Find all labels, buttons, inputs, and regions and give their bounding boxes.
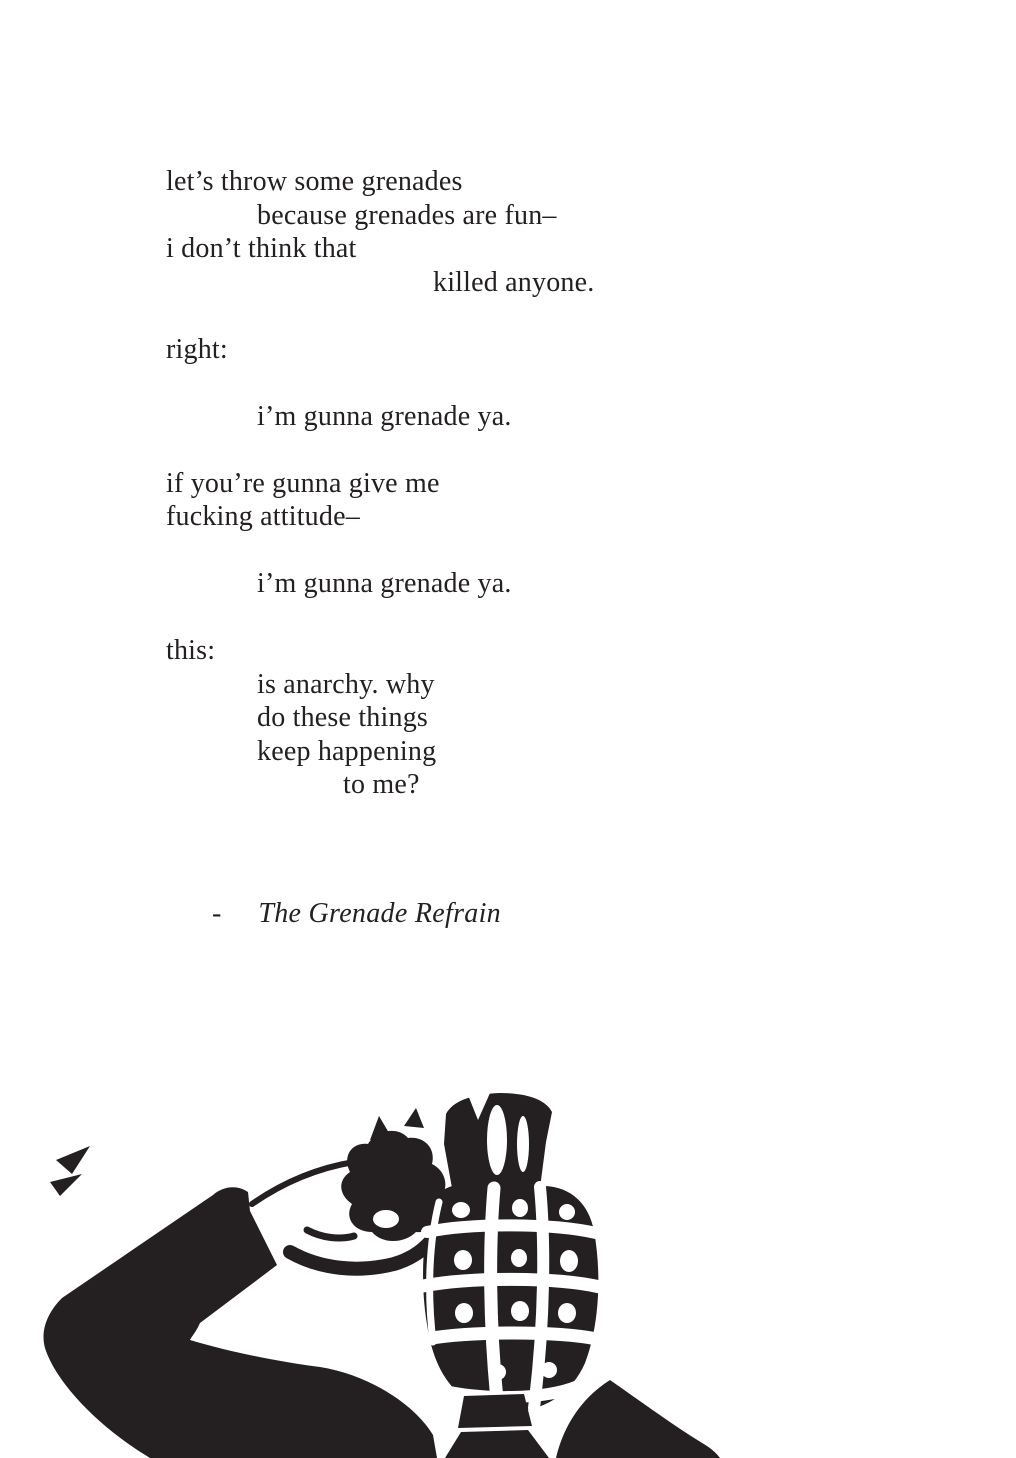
poem-line: killed anyone.	[433, 266, 595, 298]
pin-ring-hole	[373, 1210, 399, 1228]
hand-bottom-contour	[290, 1242, 430, 1269]
poem-line: to me?	[343, 769, 420, 800]
poem-text	[166, 165, 594, 802]
finger-contour	[307, 1230, 354, 1238]
poem-line: right:	[166, 333, 228, 365]
poem-line: this:	[166, 635, 216, 666]
poem-line	[166, 299, 594, 333]
poem-line	[166, 433, 594, 467]
right-shoulder-silhouette	[556, 1380, 720, 1458]
tie-body	[445, 1430, 549, 1458]
poem-line: i’m gunna grenade ya.	[257, 568, 512, 599]
poem-title: The Grenade Refrain	[258, 898, 501, 929]
poem-line: keep happening	[257, 735, 437, 767]
poem-line: i don’t think that	[166, 233, 357, 264]
pin-nub	[370, 1116, 392, 1140]
grenade-man-illustration	[0, 1080, 1016, 1458]
poem-attribution	[166, 897, 501, 931]
tie-knot	[458, 1394, 532, 1428]
poem-line: i’m gunna grenade ya.	[257, 400, 512, 432]
hand-top-contour	[252, 1162, 354, 1204]
poem-line: fucking attitude–	[166, 501, 360, 532]
pin-nub	[404, 1108, 424, 1128]
neck-highlight	[517, 1116, 529, 1172]
poem-line	[166, 534, 594, 568]
poem-line	[166, 366, 594, 400]
neck-highlight	[487, 1105, 507, 1175]
poem-line: let’s throw some grenades	[166, 166, 463, 197]
poem-line: do these things	[257, 702, 428, 733]
poem-line: is anarchy. why	[257, 668, 435, 700]
attribution-dash: -	[212, 898, 222, 929]
stencil-fleck	[50, 1146, 90, 1196]
poem-line	[166, 601, 594, 635]
poem-line: if you’re gunna give me	[166, 467, 440, 499]
poem-line: because grenades are fun–	[257, 199, 557, 231]
